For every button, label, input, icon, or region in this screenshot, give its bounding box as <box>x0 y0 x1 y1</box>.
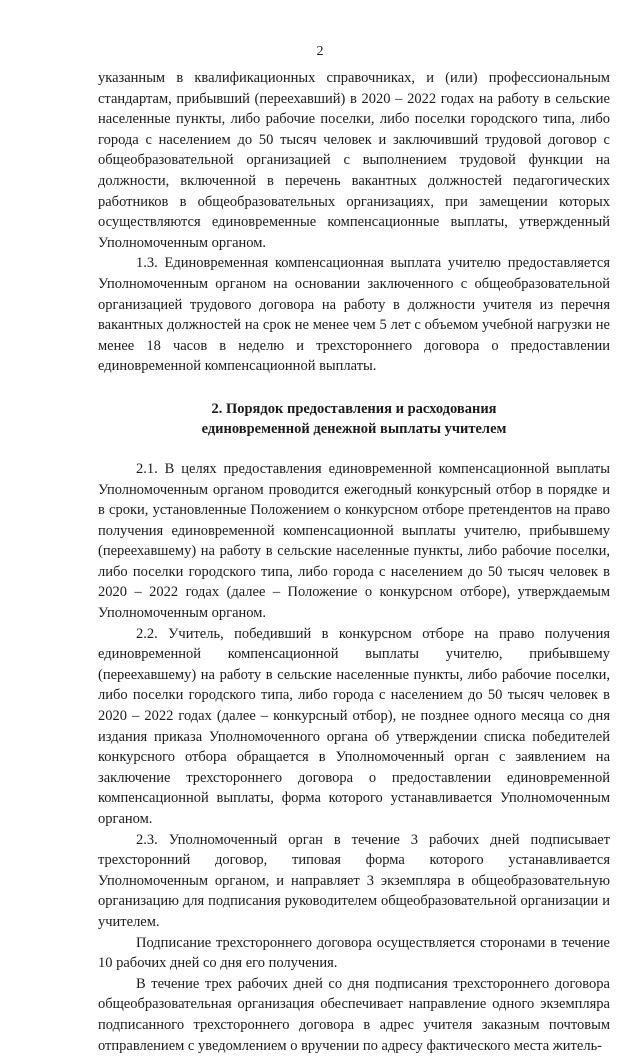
section-heading-line-1: 2. Порядок предоставления и расходования <box>211 400 497 417</box>
paragraph-2-1: 2.1. В целях предоставления единовременной компенсационной выплаты Уполномоченным органом проводится ежегодный конкурсный отбор в порядке и в сроки, установленные Положением о конкурсном отборе претендентов на право получения единовременной компенсационной выплаты учителю, прибывшему (переехавшему) на работу в сельские населенные пункты, либо рабочие поселки, либо поселки городского типа, либо города с населением до 50 тысяч человек в 2020 – 2022 годах (далее – Положение о конкурсном отборе), утверждаемым Уполномоченным органом. <box>98 460 610 622</box>
paragraph-continued: указанным в квалификационных справочниках, и (или) профессиональным стандартам, прибывший (переехавший) в 2020 – 2022 годах на работу в сельские населенные пункты, либо рабочие поселки, либо поселки городского типа, либо города с населением до 50 тысяч человек и заключивший трудовой договор с общеобразовательной организацией с выполнением трудовой функции на должности, включенной в перечень вакантных должностей педагогических работников в общеобразовательных организациях, при замещении которых осуществляются единовременные компенсационные выплаты, утвержденный Уполномоченным органом. <box>98 70 610 251</box>
paragraph-2-2: 2.2. Учитель, победивший в конкурсном отборе на право получения единовременной компенсационной выплаты учителю, прибывшему (переехавшему) на работу в сельские населенные пункты, либо рабочие поселки, либо поселки городского типа, либо города с населением до 50 тысяч человек в 2020 – 2022 годах (далее – конкурсный отбор), не позднее одного месяца со дня издания приказа Уполномоченного органа об утверждении списка победителей конкурсного отбора обращается в Уполномоченный орган с заявлением на заключение трехстороннего договора о предоставлении единовременной компенсационной выплаты, форма которого устанавливается Уполномоченным органом. <box>98 625 610 827</box>
paragraph-2-3: 2.3. Уполномоченный орган в течение 3 рабочих дней подписывает трехсторонний договор, типовая форма которого устанавливается Уполномоченным органом, и направляет 3 экземпляра в общеобразовательную организацию для подписания руководителем общеобразовательной организации и учителем. <box>98 831 610 930</box>
paragraph-signing: Подписание трехстороннего договора осуществляется сторонами в течение 10 рабочих дней со дня его получения. <box>98 934 610 972</box>
paragraph-three-days: В течение трех рабочих дней со дня подписания трехстороннего договора общеобразовательная организация обеспечивает направление одного экземпляра подписанного трехстороннего договора в адрес учителя заказным почтовым отправлением с уведомлением о вручении по адресу фактического места житель- <box>98 975 610 1054</box>
section-heading <box>98 399 610 439</box>
section-heading-line-2: единовременной денежной выплаты учителем <box>201 420 507 437</box>
paragraph-1-3: 1.3. Единовременная компенсационная выплата учителю предоставляется Уполномоченным органом на основании заключенного с общеобразовательной организацией трудового договора на работу в должности учителя из перечня вакантных должностей на срок не менее чем 5 лет с объемом учебной нагрузки не менее 18 часов в неделю и трехстороннего договора о предоставлении единовременной компенсационной выплаты. <box>98 255 610 375</box>
page-number: 2 <box>316 44 324 59</box>
document-body <box>98 68 610 1056</box>
